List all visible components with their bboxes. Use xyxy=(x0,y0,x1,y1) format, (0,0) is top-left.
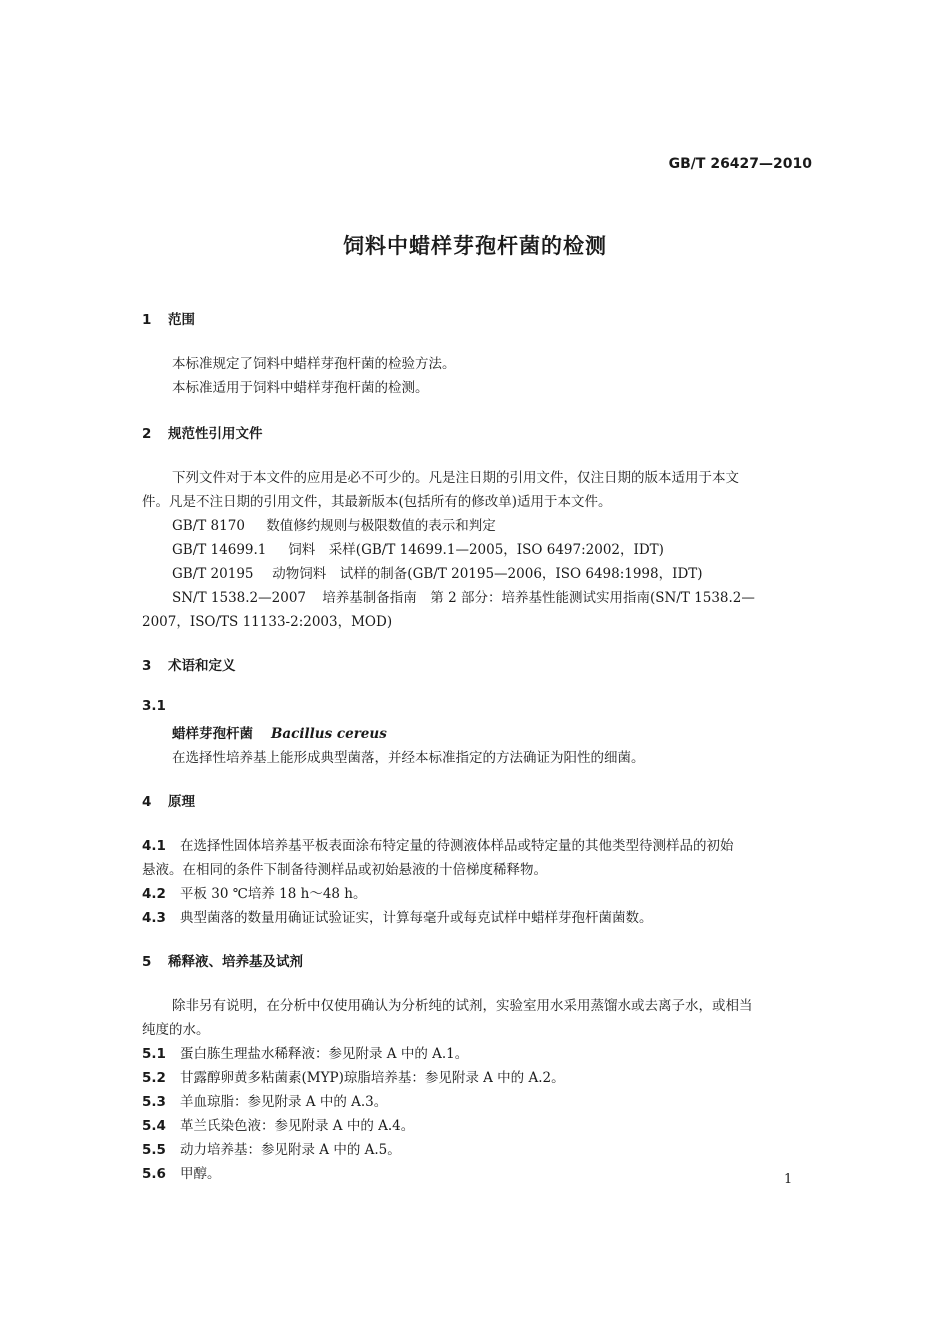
reference-continuation: 2007，ISO/TS 11133-2:2003，MOD) xyxy=(142,614,393,630)
reference-title: 数值修约规则与极限数值的表示和判定 xyxy=(266,518,496,534)
list-item xyxy=(142,1042,468,1062)
clause-number: 4.2 xyxy=(142,886,166,902)
paragraph: 本标准规定了饲料中蜡样芽孢杆菌的检验方法。 xyxy=(172,356,456,372)
clause-text: 典型菌落的数量用确证试验证实，计算每毫升或每克试样中蜡样芽孢杆菌菌数。 xyxy=(180,910,653,926)
reference-code: GB/T 8170 xyxy=(172,518,245,534)
section-title: 原理 xyxy=(168,794,195,810)
page-number: 1 xyxy=(784,1172,793,1187)
clause xyxy=(142,906,653,926)
reference-item xyxy=(172,514,496,534)
standard-code: GB/T 26427—2010 xyxy=(668,156,812,172)
item-text: 羊血琼脂：参见附录 A 中的 A.3。 xyxy=(180,1094,388,1110)
paragraph: 件。凡是不注日期的引用文件，其最新版本(包括所有的修改单)适用于本文件。 xyxy=(142,494,612,510)
section-title: 术语和定义 xyxy=(168,658,236,674)
section-2-heading xyxy=(142,422,263,442)
section-title: 范围 xyxy=(168,312,195,328)
term-english: Bacillus cereus xyxy=(271,726,387,742)
reference-code: SN/T 1538.2—2007 xyxy=(172,590,306,606)
item-number: 5.2 xyxy=(142,1070,166,1086)
term-entry xyxy=(172,722,387,742)
list-item xyxy=(142,1138,401,1158)
section-number: 3 xyxy=(142,658,152,674)
section-number: 1 xyxy=(142,312,152,328)
section-4-heading xyxy=(142,790,195,810)
document-title: 饲料中蜡样芽孢杆菌的检测 xyxy=(343,234,607,258)
section-title: 规范性引用文件 xyxy=(168,426,263,442)
reference-title: 培养基制备指南 第 2 部分：培养基性能测试实用指南(SN/T 1538.2— xyxy=(322,590,755,606)
clause-text: 平板 30 ℃培养 18 h～48 h。 xyxy=(180,886,367,902)
reference-item xyxy=(172,538,664,558)
section-title: 稀释液、培养基及试剂 xyxy=(168,954,303,970)
clause-number: 4.1 xyxy=(142,838,166,854)
item-text: 动力培养基：参见附录 A 中的 A.5。 xyxy=(180,1142,401,1158)
section-number: 4 xyxy=(142,794,152,810)
item-text: 甘露醇卵黄多粘菌素(MYP)琼脂培养基：参见附录 A 中的 A.2。 xyxy=(180,1070,565,1086)
reference-title: 动物饲料 试样的制备(GB/T 20195—2006，ISO 6498:1998，IDT) xyxy=(272,566,703,582)
item-number: 5.6 xyxy=(142,1166,166,1182)
clause-continuation: 悬液。在相同的条件下制备待测样品或初始悬液的十倍梯度稀释物。 xyxy=(142,862,547,878)
paragraph: 本标准适用于饲料中蜡样芽孢杆菌的检测。 xyxy=(172,380,429,396)
item-text: 蛋白胨生理盐水稀释液：参见附录 A 中的 A.1。 xyxy=(180,1046,469,1062)
clause xyxy=(142,882,366,902)
item-number: 5.5 xyxy=(142,1142,166,1158)
item-number: 5.4 xyxy=(142,1118,166,1134)
reference-code: GB/T 20195 xyxy=(172,566,254,582)
list-item xyxy=(142,1090,387,1110)
section-number: 2 xyxy=(142,426,152,442)
section-5-heading xyxy=(142,950,303,970)
section-1-heading xyxy=(142,308,195,328)
paragraph: 下列文件对于本文件的应用是必不可少的。凡是注日期的引用文件，仅注日期的版本适用于本文 xyxy=(172,470,739,486)
section-3-heading xyxy=(142,654,236,674)
item-text: 甲醇。 xyxy=(180,1166,221,1182)
reference-title: 饲料 采样(GB/T 14699.1—2005，ISO 6497:2002，IDT) xyxy=(288,542,664,558)
term-number: 3.1 xyxy=(142,698,166,714)
item-number: 5.3 xyxy=(142,1094,166,1110)
item-number: 5.1 xyxy=(142,1046,166,1062)
item-text: 革兰氏染色液：参见附录 A 中的 A.4。 xyxy=(180,1118,415,1134)
list-item xyxy=(142,1114,414,1134)
paragraph: 除非另有说明，在分析中仅使用确认为分析纯的试剂，实验室用水采用蒸馏水或去离子水，或相当 xyxy=(172,998,753,1014)
term-definition: 在选择性培养基上能形成典型菌落，并经本标准指定的方法确证为阳性的细菌。 xyxy=(172,750,645,766)
clause xyxy=(142,834,734,854)
reference-item xyxy=(172,586,755,606)
clause-text: 在选择性固体培养基平板表面涂布特定量的待测液体样品或特定量的其他类型待测样品的初始 xyxy=(180,838,734,854)
reference-code: GB/T 14699.1 xyxy=(172,542,267,558)
reference-item xyxy=(172,562,703,582)
section-number: 5 xyxy=(142,954,152,970)
list-item xyxy=(142,1066,565,1086)
list-item xyxy=(142,1162,221,1182)
paragraph: 纯度的水。 xyxy=(142,1022,210,1038)
clause-number: 4.3 xyxy=(142,910,166,926)
term-chinese: 蜡样芽孢杆菌 xyxy=(172,726,253,742)
